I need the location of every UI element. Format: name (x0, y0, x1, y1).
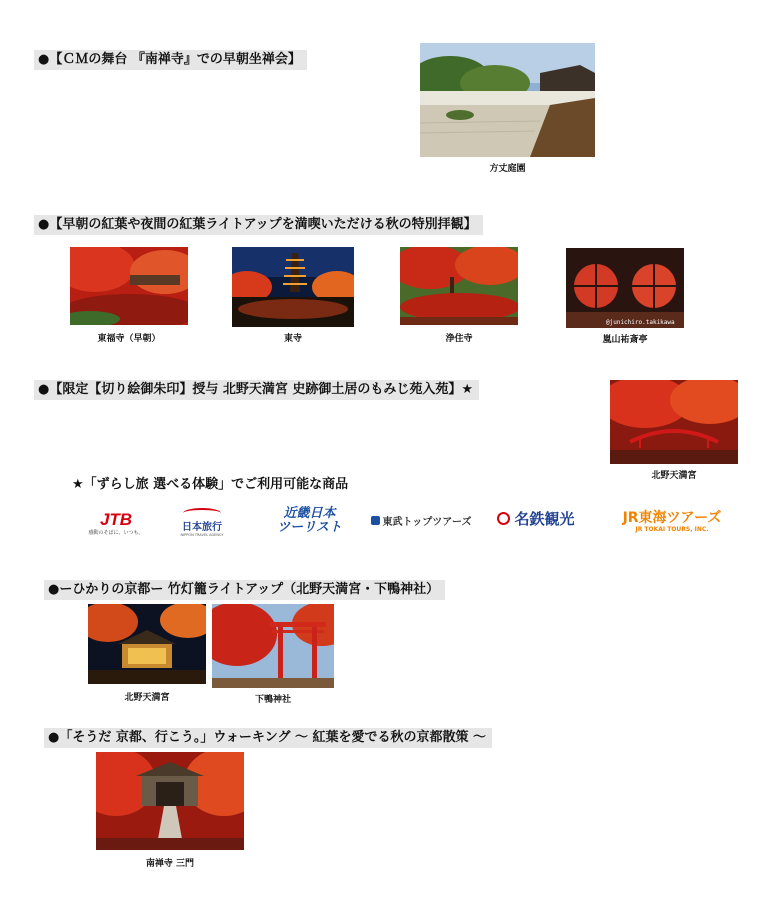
zurashi-tabi-subheading: ★「ずらし旅 選べる体験」でご利用可能な商品 (72, 477, 349, 492)
caption-kitano-lightup: 北野天満宮 (124, 693, 170, 703)
logo-knt (262, 503, 357, 539)
section-1-heading: ●【ＣＭの舞台 『南禅寺』での早朝坐禅会】 (34, 50, 307, 70)
section-4-heading: ●ーひかりの京都ー 竹灯籠ライトアップ（北野天満宮・下鴨神社） (44, 580, 445, 600)
caption-joju-ji: 浄住寺 (445, 334, 473, 344)
meitetsu-text: 名鉄観光 (514, 509, 575, 528)
photo-yusaitei (566, 248, 684, 328)
meitetsu-mark-icon (497, 512, 510, 525)
logo-meitetsu (488, 506, 584, 530)
logo-jtb (80, 505, 152, 541)
photo-tofukuji (70, 247, 188, 325)
photo-kitano-momiji (610, 380, 738, 464)
knt-line1: 近畿日本 (283, 506, 336, 521)
nta-swoosh-icon (183, 508, 221, 518)
jrtokai-text: JR東海ツアーズ (622, 509, 722, 526)
caption-tofukuji: 東福寺（早朝） (97, 334, 161, 344)
jrtokai-sub: JR TOKAI TOURS, INC. (635, 525, 709, 533)
nta-name: 日本旅行 (182, 521, 222, 533)
logo-jr-tokai-tours (612, 505, 732, 537)
tobu-mark-icon (371, 516, 380, 525)
tobu-text: 東武トップツアーズ (382, 516, 472, 528)
logo-nippon-travel (170, 505, 234, 539)
photo-joju-ji (400, 247, 518, 325)
jtb-mark: JTB (99, 509, 133, 529)
logo-tobu-top-tours (366, 510, 476, 530)
caption-toji: 東寺 (283, 334, 302, 344)
photo-hojo-garden (420, 43, 595, 157)
photo-toji (232, 247, 354, 327)
caption-hojo-garden: 方丈庭園 (489, 164, 526, 174)
caption-kitano-momiji: 北野天満宮 (651, 471, 697, 481)
photo-shimogamo (212, 604, 334, 688)
section-2-heading: ●【早朝の紅葉や夜間の紅葉ライトアップを満喫いただける秋の特別拝観】 (34, 215, 483, 235)
caption-yusaitei: 嵐山祐斎亭 (602, 335, 648, 345)
photo-kitano-lightup (88, 604, 206, 684)
section-3-heading: ●【限定【切り絵御朱印】授与 北野天満宮 史跡御土居のもみじ苑入苑】★ (34, 380, 479, 400)
caption-shimogamo: 下鴨神社 (254, 695, 291, 705)
section-5-heading: ●「そうだ 京都、行こう。」ウォーキング ～ 紅葉を愛でる秋の京都散策 ～ (44, 728, 492, 748)
caption-nanzenji-sanmon: 南禅寺 三門 (145, 859, 195, 869)
photo-nanzenji-sanmon (96, 752, 244, 850)
photo-credit: @junichiro.takikawa (606, 319, 675, 326)
knt-line2: ツーリスト (277, 520, 342, 535)
jtb-tagline: 感動のそばに、いつも。 (88, 529, 144, 536)
nta-sub: NIPPON TRAVEL AGENCY (180, 532, 224, 537)
